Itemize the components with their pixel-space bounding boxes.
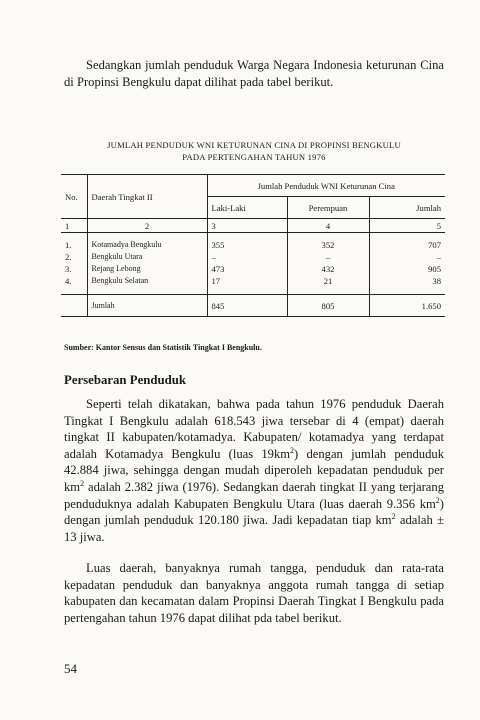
row-perempuan: –	[287, 251, 369, 263]
table-title-line-2: PADA PERTENGAHAN TAHUN 1976	[182, 152, 326, 162]
total-jumlah: 1.650	[369, 295, 445, 317]
table-source: Sumber: Kantor Sensus dan Statistik Tingkat I Bengkulu.	[64, 343, 262, 352]
table-row	[61, 263, 445, 275]
paragraph-luas-daerah: Luas daerah, banyaknya rumah tangga, penduduk dan rata-rata kepadatan penduduk dan banyaknya anggota rumah tangga di setiap kabupaten dan kecamatan dalam Propinsi Daerah Tingkat I Bengkulu pada pertengahan tahun 1976 dapat dilihat pda tabel berikut.	[64, 561, 444, 625]
row-laki: 355	[207, 239, 287, 251]
table-row	[61, 251, 445, 263]
section-heading: Persebaran Penduduk	[64, 373, 186, 387]
table-row	[61, 239, 445, 251]
header-laki: Laki-Laki	[207, 197, 287, 219]
para1-part-e: adalah ± 13 jiwa.	[64, 513, 444, 544]
header-daerah: Daerah Tingkat II	[87, 175, 207, 219]
paragraph-persebaran	[64, 396, 444, 545]
row-daerah: Kotamadya Bengkulu	[87, 239, 207, 251]
population-table	[61, 174, 445, 317]
superscript: 2	[290, 445, 295, 455]
row-laki: 473	[207, 263, 287, 275]
row-no: 4.	[65, 275, 72, 286]
row-perempuan: 352	[287, 239, 369, 251]
row-jumlah: 38	[369, 275, 445, 287]
row-daerah: Bengkulu Utara	[87, 251, 207, 263]
superscript: 2	[391, 511, 396, 521]
superscript: 2	[80, 478, 85, 488]
table-row	[61, 275, 445, 287]
header-perempuan: Perempuan	[287, 197, 369, 219]
row-daerah: Rejang Lebong	[87, 263, 207, 275]
row-laki: –	[207, 251, 287, 263]
index-cell: 3	[207, 219, 287, 233]
page-number: 54	[64, 661, 77, 676]
para1-part-d: ) dengan jumlah penduduk 120.180 jiwa. Jadi kepadatan tiap km	[64, 496, 444, 528]
index-cell: 1	[65, 220, 70, 231]
row-jumlah: –	[369, 251, 445, 263]
para1-part-a: Seperti telah dikatakan, bahwa pada tahun 1976 penduduk Daerah Tingkat I Bengkulu adalah 618.543 jiwa tersebar di 4 (empat) daerah tingkat II kabupaten/kotamadya. Kabupaten/ kotamadya yang terdapat adalah Kotamadya Bengkulu (luas 19km	[64, 397, 444, 461]
table-title-line-1: JUMLAH PENDUDUK WNI KETURUNAN CINA DI PROPINSI BENGKULU	[107, 140, 401, 150]
index-cell: 5	[369, 219, 445, 233]
superscript: 2	[435, 495, 440, 505]
row-perempuan: 21	[287, 275, 369, 287]
row-jumlah: 905	[369, 263, 445, 275]
para1-part-b: ) dengan jumlah penduduk 42.884 jiwa, sehingga dengan mudah diperoleh kepadatan penduduk per km	[64, 446, 444, 494]
header-jumlah: Jumlah	[369, 197, 445, 219]
total-perempuan: 805	[287, 295, 369, 317]
header-group: Jumlah Penduduk WNI Keturunan Cina	[207, 175, 445, 197]
index-cell: 4	[287, 219, 369, 233]
row-daerah: Bengkulu Selatan	[87, 275, 207, 287]
total-laki: 845	[207, 295, 287, 317]
row-no: 2.	[65, 251, 72, 262]
table-total-row	[61, 295, 445, 317]
intro-paragraph: Sedangkan jumlah penduduk Warga Negara Indonesia keturunan Cina di Propinsi Bengkulu dapat dilihat pada tabel berikut.	[64, 58, 444, 89]
row-laki: 17	[207, 275, 287, 287]
row-no: 3.	[65, 263, 72, 274]
total-label: Jumlah	[87, 295, 207, 317]
row-perempuan: 432	[287, 263, 369, 275]
row-no: 1.	[65, 239, 72, 250]
row-jumlah: 707	[369, 239, 445, 251]
para1-part-c: adalah 2.382 jiwa (1976). Sedangkan daerah tingkat II yang terjarang penduduknya adalah Kabupaten Bengkulu Utara (luas daerah 9.356 km	[64, 479, 444, 511]
index-cell: 2	[87, 219, 207, 233]
header-no: No.	[65, 191, 78, 202]
